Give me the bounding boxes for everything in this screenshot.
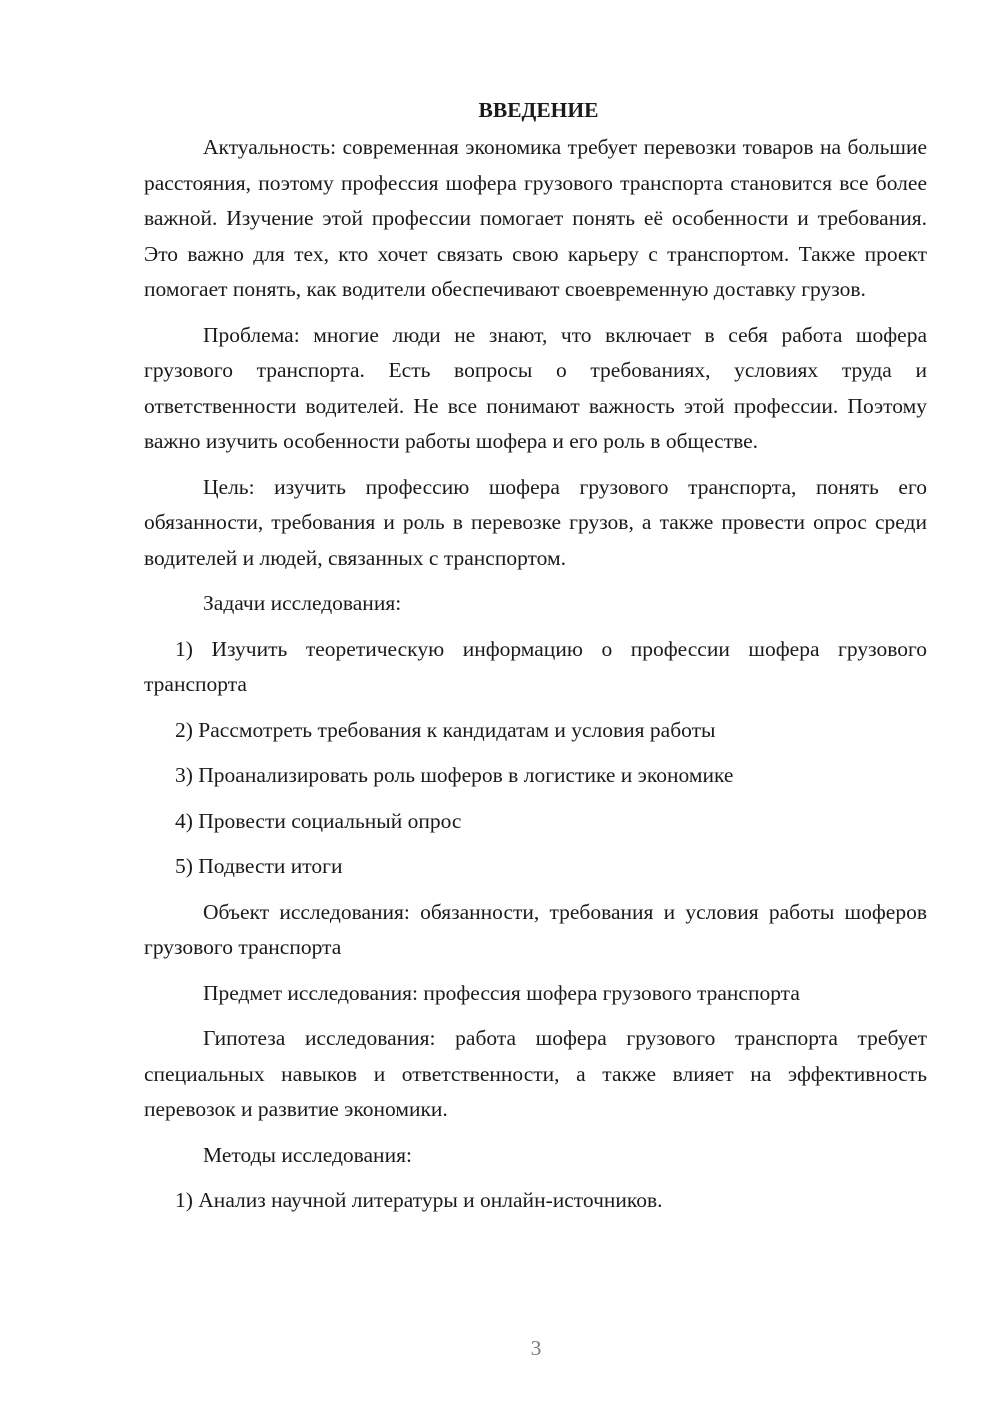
problem-paragraph: Проблема: многие люди не знают, что включает в себя работа шофера грузового транспорта. Есть вопросы о требованиях, условиях труда и ответственности водителей. Не все понимают важность этой профессии. Поэтому важно изучить особенности работы шофера и его роль в обществе. <box>144 322 927 453</box>
list-item: 3) Проанализировать роль шоферов в логистике и экономике <box>175 763 734 787</box>
list-item: 4) Провести социальный опрос <box>175 808 462 833</box>
tasks-heading: Задачи исследования: <box>203 591 402 615</box>
hypothesis-paragraph: Гипотеза исследования: работа шофера грузового транспорта требует специальных навыков и ответственности, а также влияет на эффективность перевозок и развитие экономики. <box>144 1026 927 1121</box>
page-number: 3 <box>530 1336 542 1360</box>
methods-heading: Методы исследования: <box>203 1142 412 1167</box>
goal-paragraph: Цель: изучить профессию шофера грузового транспорта, понять его обязанности, требования и роль в перевозке грузов, а также провести опрос среди водителей и людей, связанных с транспортом. <box>144 474 927 570</box>
object-paragraph: Объект исследования: обязанности, требования и условия работы шоферов грузового транспорта <box>144 899 927 959</box>
list-item: 1) Изучить теоретическую информацию о профессии шофера грузового транспорта <box>144 636 927 696</box>
document-page <box>144 92 927 1229</box>
list-item: 2) Рассмотреть требования к кандидатам и условия работы <box>175 717 716 742</box>
list-item: 5) Подвести итоги <box>175 854 343 878</box>
section-title: ВВЕДЕНИЕ <box>478 98 599 122</box>
subject-paragraph: Предмет исследования: профессия шофера грузового транспорта <box>203 980 800 1005</box>
methods-list <box>144 1183 927 1219</box>
tasks-list <box>144 632 927 885</box>
list-item: 1) Анализ научной литературы и онлайн-источников. <box>175 1188 663 1212</box>
relevance-paragraph: Актуальность: современная экономика требует перевозки товаров на большие расстояния, поэтому профессия шофера грузового транспорта становится все более важной. Изучение этой профессии помогает понять её особенности и требования. Это важно для тех, кто хочет связать свою карьеру с транспортом. Также проект помогает понять, как водители обеспечивают своевременную доставку грузов. <box>144 135 927 301</box>
